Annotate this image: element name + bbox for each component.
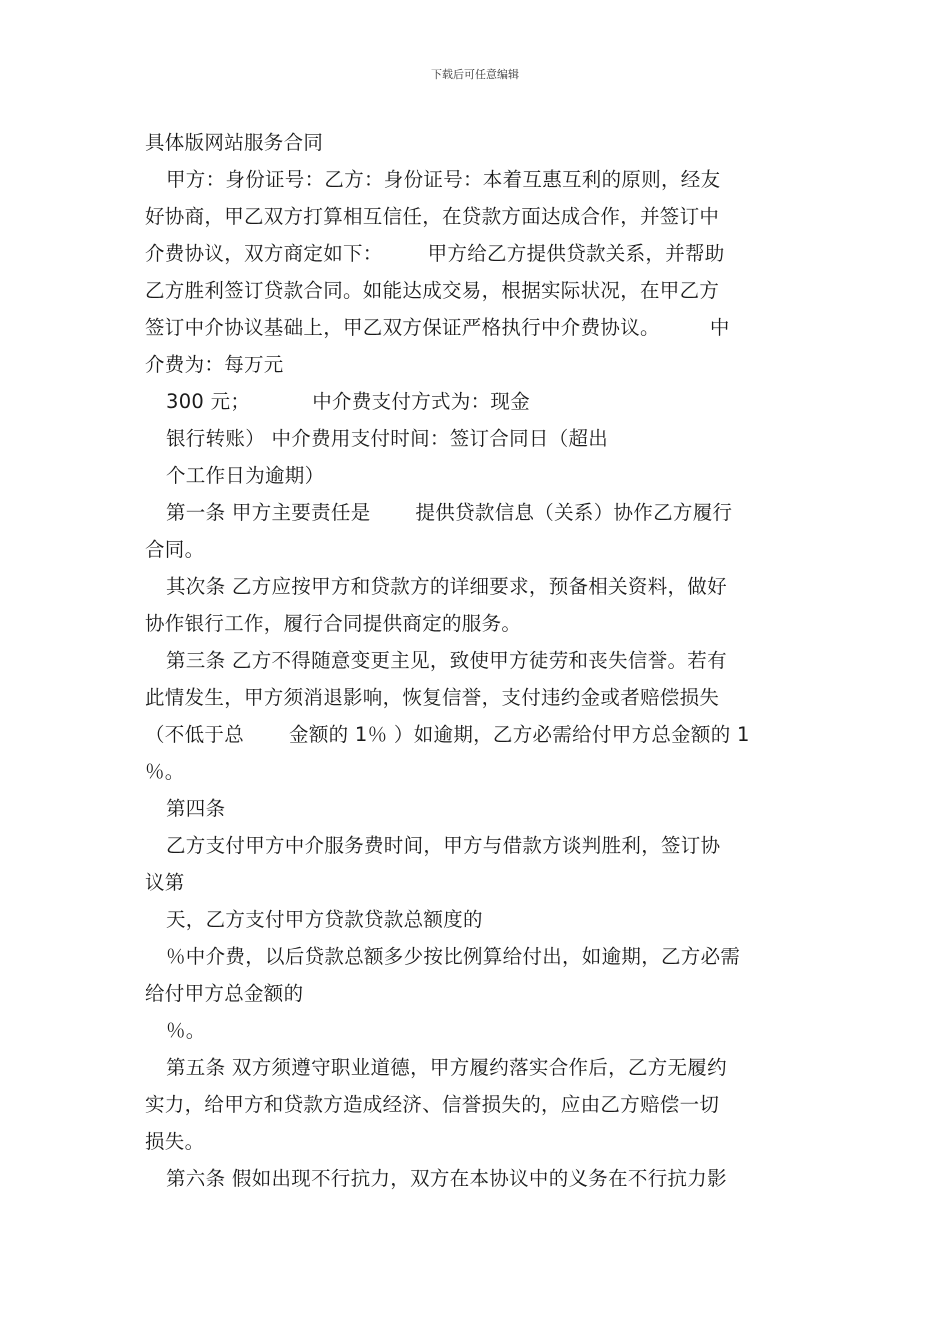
article-2-line: 其次条 乙方应按甲方和贷款方的详细要求，预备相关资料，做好 [166, 575, 727, 598]
header-note: 下载后可任意编辑 [431, 68, 519, 81]
article-4-line: 议第 [145, 871, 185, 894]
article-5-line: 第五条 双方须遵守职业道德，甲方履约落实合作后，乙方无履约 [166, 1056, 727, 1079]
para-text: 签订中介协议基础上，甲乙双方保证严格执行中介费协议。 [145, 316, 660, 339]
article-4-line: ％中介费，以后贷款总额多少按比例算给付出，如逾期，乙方必需 [166, 945, 741, 968]
para-line [145, 235, 805, 272]
para-line: 乙方胜利签订贷款合同。如能达成交易，根据实际状况，在甲乙方 [145, 279, 720, 302]
article-5-line: 实力，给甲方和贷款方造成经济、信誉损失的，应由乙方赔偿一切 [145, 1093, 720, 1116]
article-3-line: ％。 [145, 760, 185, 783]
para-line [145, 309, 805, 346]
article-4-line: ％。 [166, 1019, 206, 1042]
fee-line: 银行转账） 中介费用支付时间：签订合同日（超出 [166, 427, 609, 450]
article-1-text: 提供贷款信息（关系）协作乙方履行 [415, 501, 733, 524]
para-text: 中 [709, 316, 730, 339]
article-6-line: 第六条 假如出现不行抗力，双方在本协议中的义务在不行抗力影 [166, 1167, 727, 1190]
fee-method: 中介费支付方式为：现金 [312, 390, 531, 413]
article-4-line: 乙方支付甲方中介服务费时间，甲方与借款方谈判胜利，签订协 [166, 834, 721, 857]
article-5-line: 损失。 [145, 1130, 205, 1153]
fee-amount: 300 元； [166, 390, 251, 413]
article-3-text: 金额的 1％ ）如逾期，乙方必需给付甲方总金额的 1 [289, 723, 750, 746]
fee-line [145, 383, 805, 420]
article-4-line: 给付甲方总金额的 [145, 982, 304, 1005]
article-1-line [145, 494, 805, 531]
article-3-text: （不低于总 [145, 723, 245, 746]
article-3-line [145, 716, 805, 753]
article-2-line: 协作银行工作，履行合同提供商定的服务。 [145, 612, 522, 635]
document-title: 具体版网站服务合同 [145, 131, 324, 154]
article-1-text: 第一条 甲方主要责任是 [166, 501, 371, 524]
para-text: 介费协议，双方商定如下： [145, 242, 383, 265]
para-line: 介费为：每万元 [145, 353, 284, 376]
article-3-line: 第三条 乙方不得随意变更主见，致使甲方徒劳和丧失信誉。若有 [166, 649, 727, 672]
article-3-line: 此情发生，甲方须消退影响，恢复信誉，支付违约金或者赔偿损失 [145, 686, 720, 709]
article-1-line: 合同。 [145, 538, 205, 561]
document-body [145, 124, 805, 1197]
para-line: 好协商，甲乙双方打算相互信任，在贷款方面达成合作，并签订中 [145, 205, 720, 228]
article-4-line: 天，乙方支付甲方贷款贷款总额度的 [166, 908, 483, 931]
article-4-title: 第四条 [166, 797, 226, 820]
fee-line: 个工作日为逾期） [166, 464, 325, 487]
para-text: 甲方给乙方提供贷款关系，并帮助 [427, 242, 725, 265]
para-line: 甲方：身份证号：乙方：身份证号：本着互惠互利的原则，经友 [166, 168, 721, 191]
